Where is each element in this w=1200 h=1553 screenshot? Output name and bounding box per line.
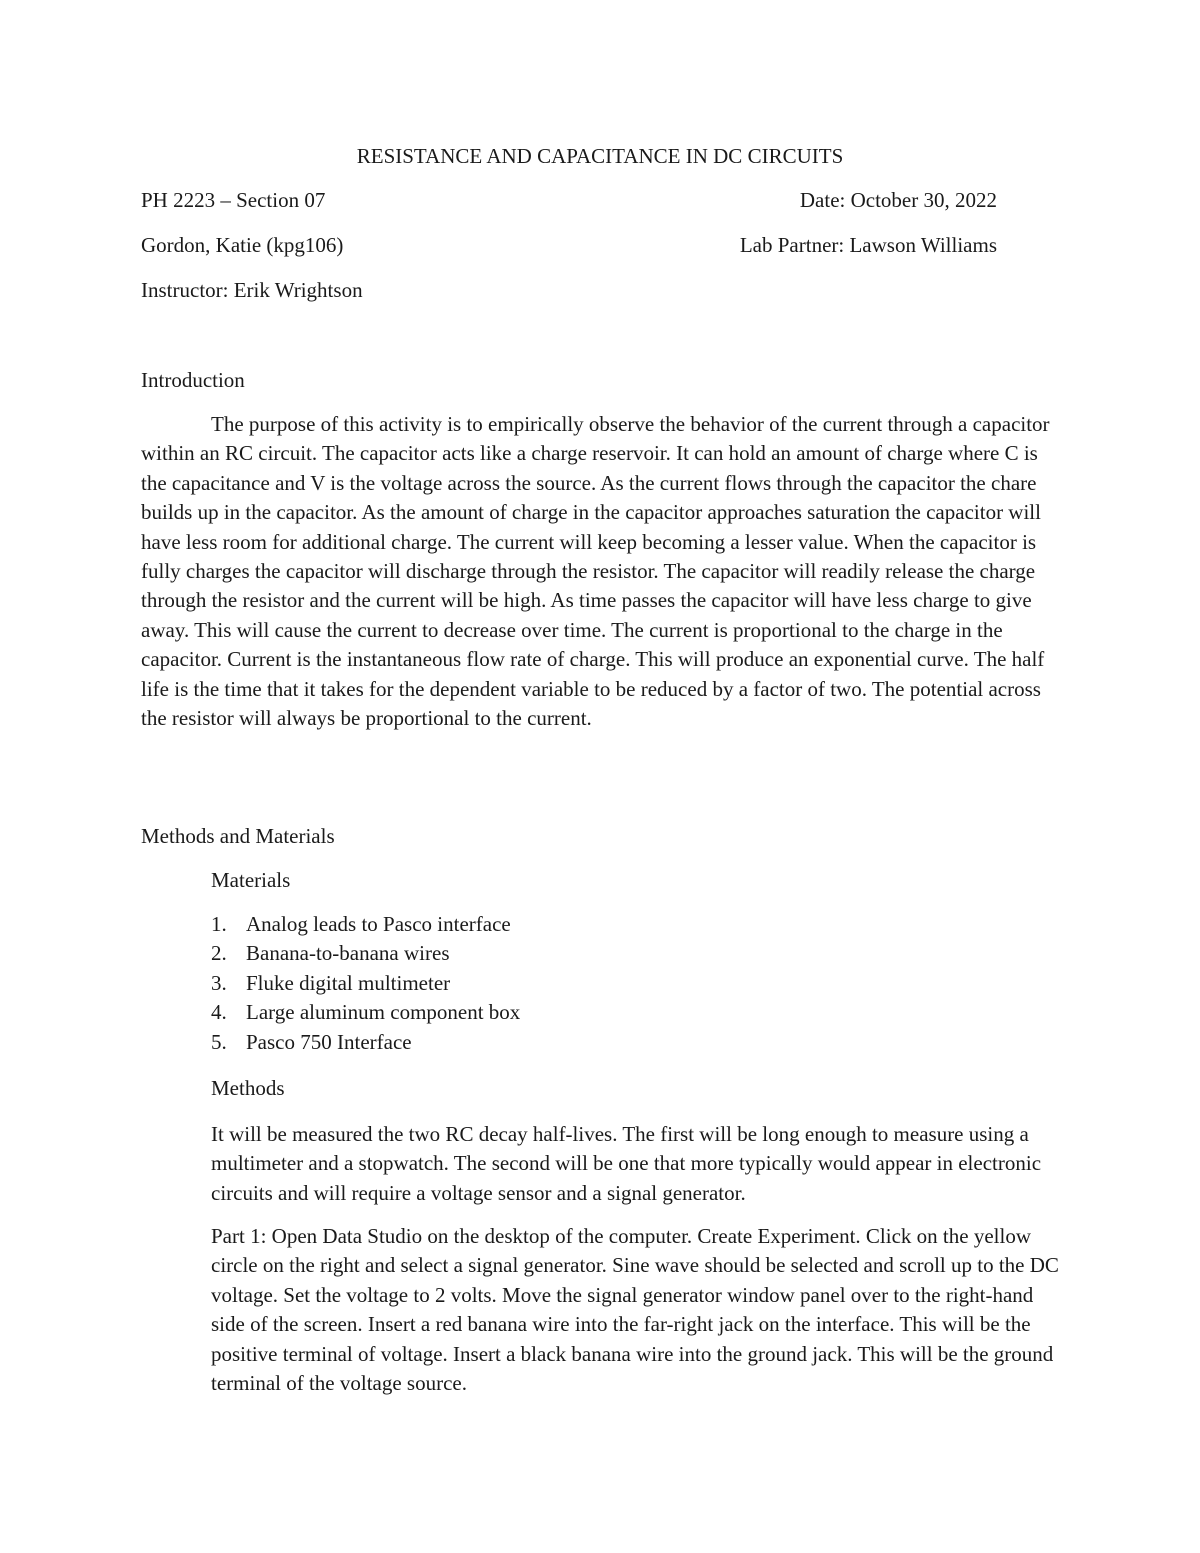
introduction-paragraph: The purpose of this activity is to empirically observe the behavior of the current through a capacitor within an RC circuit. The capacitor acts like a charge reservoir. It can hold an amount of charge where C is the capacitance and V is the voltage across the source. As the current flows through the capacitor the chare builds up in the capacitor. As the amount of charge in the capacitor approaches saturation the capacitor will have less room for additional charge. The current will keep becoming a lesser value. When the capacitor is fully charges the capacitor will discharge through the resistor. The capacitor will readily release the charge through the resistor and the current will be high. As time passes the capacitor will have less charge to give away. This will cause the current to decrease over time. The current is proportional to the charge in the capacitor. Current is the instantaneous flow rate of charge. This will produce an exponential curve. The half life is the time that it takes for the dependent variable to be reduced by a factor of two. The potential across the resistor will always be proportional to the current.: [141, 412, 1050, 731]
list-item: 2. Banana-to-banana wires: [211, 941, 450, 966]
materials-subheading: Materials: [211, 868, 291, 892]
report-date: Date: October 30, 2022: [799, 188, 997, 212]
part1-paragraph: Part 1: Open Data Studio on the desktop of the computer. Create Experiment. Click on the yellow circle on the right and select a signal generator. Sine wave should be selected and scroll up to the DC voltage. Set the voltage to 2 volts. Move the signal generator window panel over to the right-hand side of the screen. Insert a red banana wire into the far-right jack on the interface. This will be the positive terminal of voltage. Insert a black banana wire into the ground jack. This will be the ground terminal of the voltage source.: [211, 1224, 1059, 1396]
header-row-names: [141, 231, 997, 259]
methods-subheading: Methods: [211, 1076, 285, 1100]
methods-materials-heading: Methods and Materials: [141, 824, 335, 848]
methods-paragraph: It will be measured the two RC decay half-lives. The first will be long enough to measure using a multimeter and a stopwatch. The second will be one that more typically would appear in electronic circuits and will require a voltage sensor and a signal generator.: [211, 1122, 1042, 1205]
list-item: 1. Analog leads to Pasco interface: [211, 912, 511, 936]
header-row-instructor: [141, 276, 997, 304]
course-section: PH 2223 – Section 07: [141, 188, 326, 212]
student-name: Gordon, Katie (kpg106): [141, 233, 344, 257]
lab-partner: Lab Partner: Lawson Williams: [739, 233, 997, 257]
list-item: 3. Fluke digital multimeter: [211, 970, 451, 995]
introduction-heading: Introduction: [141, 368, 245, 392]
list-item: 5. Pasco 750 Interface: [211, 1029, 412, 1054]
list-item: 4. Large aluminum component box: [211, 1000, 521, 1025]
document-title: RESISTANCE AND CAPACITANCE IN DC CIRCUITS: [356, 144, 844, 168]
instructor-name: Instructor: Erik Wrightson: [141, 278, 363, 302]
materials-list: [211, 910, 520, 1057]
header-row-course: [141, 186, 997, 214]
